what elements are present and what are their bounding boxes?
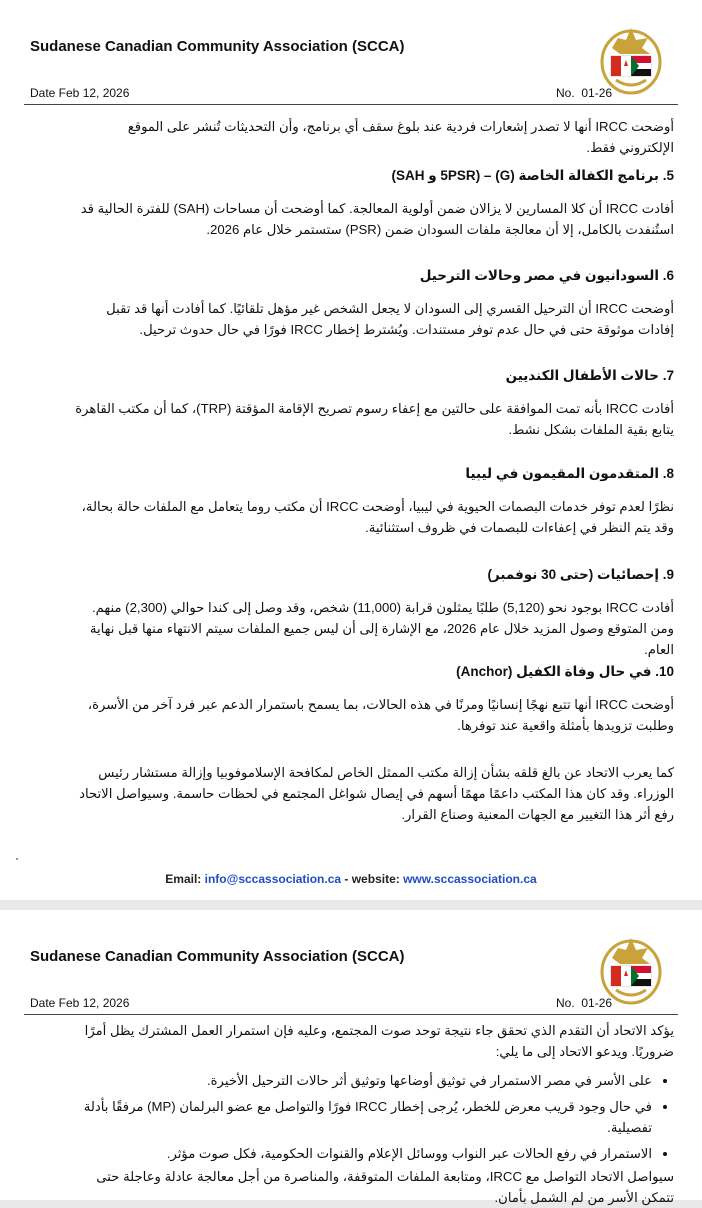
header-divider	[24, 104, 678, 105]
document-number	[556, 996, 612, 1010]
section-5-title: 5. برنامج الكفالة الخاصة (G) – (5PSR و SAH)	[391, 168, 674, 183]
page-footer	[0, 872, 702, 886]
letterhead	[24, 36, 678, 108]
section-5	[74, 165, 674, 240]
document-date: Date Feb 12, 2026	[30, 996, 130, 1010]
list-item: • على الأسر في مصر الاستمرار في توثيق أوضاعها وتوثيق أثر حالات الترحيل الأخيرة.	[74, 1070, 652, 1091]
organization-title: Sudanese Canadian Community Association (SCCA)	[30, 38, 405, 55]
document-page-2	[0, 910, 702, 1205]
page-dot	[16, 858, 18, 860]
intro-block	[74, 116, 674, 158]
document-number-value: 01-26	[581, 996, 613, 1010]
page-2-intro: يؤكد الاتحاد أن التقدم الذي تحقق جاء نتيجة توحد صوت المجتمع، وعليه فإن استمرار العمل المشترك يظل أمرًا ضروريًا. ويدعو الاتحاد إلى ما يلي:	[84, 1023, 674, 1059]
section-9-body: أفادت IRCC بوجود نحو (5,120) طلبًا يمثلون قرابة (11,000) شخص، وقد وصل إلى كندا حوالي (2,300) منهم. ومن المتوقع وصول المزيد خلال عام 2026، مع الإشارة إلى أن ليس جميع الملفات سيتم الانتهاء منها قبل نهاية العام.	[89, 600, 674, 657]
intro-paragraph: أوضحت IRCC أنها لا تصدر إشعارات فردية عند بلوغ سقف أي برنامج، وأن التحديثات تُنشر على الموقع الإلكتروني فقط.	[127, 119, 674, 155]
document-number-value: 01-26	[581, 86, 613, 100]
list-item: • الاستمرار في رفع الحالات عبر النواب ووسائل الإعلام والقنوات الحكومية، فكل صوت مؤثر.	[74, 1143, 652, 1164]
section-9	[74, 564, 674, 660]
section-10-body: أوضحت IRCC أنها تتبع نهجًا إنسانيًا ومرنًا في هذه الحالات، بما يسمح باستمرار الدعم عبر فرد آخر من الأسرة، وطلبت تزويدها بأمثلة واقعية عند توفرها.	[87, 697, 674, 733]
section-8-body: نظرًا لعدم توفر خدمات البصمات الحيوية في ليبيا، أوضحت IRCC أن مكتب روما يتعامل مع الملفات حالة بحالة، وقد يتم النظر في إعفاءات للبصمات في ظروف استثنائية.	[81, 499, 674, 535]
section-10-title: 10. في حال وفاة الكفيل (Anchor)	[456, 664, 674, 679]
page-2-intro-block	[74, 1020, 674, 1169]
section-6-title: 6. السودانيون في مصر وحالات الترحيل	[419, 268, 674, 283]
recommendations-list	[74, 1070, 674, 1164]
document-number-label: No.	[556, 996, 575, 1010]
list-item: • في حال وجود قريب معرض للخطر، يُرجى إخطار IRCC فورًا والتواصل مع عضو البرلمان (MP) مرفقًا بأدلة تفصيلية.	[74, 1096, 652, 1138]
document-date: Date Feb 12, 2026	[30, 86, 130, 100]
letterhead	[24, 946, 678, 1018]
section-6-body: أوضحت IRCC أن الترحيل القسري إلى السودان لا يجعل الشخص غير مؤهل تلقائيًا. كما أفادت أنها قد تقبل إفادات موثوقة حتى في حال عدم توفر مستندات. ويُشترط إخطار IRCC فورًا في حال حدوث ترحيل.	[106, 301, 674, 337]
section-7-body: أفادت IRCC بأنه تمت الموافقة على حالتين مع إعفاء رسوم تصريح الإقامة المؤقتة (TRP)، كما أن مكتب القاهرة يتابع بقية الملفات بشكل نشط.	[75, 401, 674, 437]
section-6	[74, 265, 674, 340]
closing-paragraph: كما يعرب الاتحاد عن بالغ قلقه بشأن إزالة مكتب الممثل الخاص لمكافحة الإسلاموفوبيا وإزالة مستشار رئيس الوزراء. وقد كان هذا المكتب داعمًا مهمًا أسهم في إيصال شواغل المجتمع في لحظات حاسمة. وسيواصل الاتحاد رفع أثر هذا التغيير مع الجهات المعنية وصناع القرار.	[79, 765, 674, 822]
footer-website-label: - website:	[341, 872, 404, 886]
page-2-closing-block	[74, 1166, 674, 1208]
page-2-closing: سيواصل الاتحاد التواصل مع IRCC، ومتابعة الملفات المتوقفة، والمناصرة من أجل معالجة عادلة وعاجلة حتى تتمكن الأسر من لم الشمل بأمان.	[96, 1169, 674, 1205]
section-9-title: 9. إحصائيات (حتى 30 نوفمبر)	[487, 567, 674, 582]
document-number	[556, 86, 612, 100]
organization-title: Sudanese Canadian Community Association (SCCA)	[30, 948, 405, 965]
section-10	[74, 661, 674, 736]
section-7-title: 7. حالات الأطفال الكنديين	[505, 368, 674, 383]
footer-email-label: Email:	[165, 872, 202, 886]
section-8	[74, 463, 674, 538]
closing-block	[74, 762, 674, 825]
header-divider	[24, 1014, 678, 1015]
section-7	[74, 365, 674, 440]
footer-website-link[interactable]: www.sccassociation.ca	[403, 872, 537, 886]
document-number-label: No.	[556, 86, 575, 100]
section-5-body: أفادت IRCC أن كلا المسارين لا يزالان ضمن أولوية المعالجة. كما أوضحت أن مساحات (SAH) للفترة الحالية قد استُنفدت بالكامل، إلا أن معالجة ملفات السودان ضمن (PSR) ستستمر خلال عام 2026.	[80, 201, 674, 237]
footer-email-link[interactable]: info@sccassociation.ca	[204, 872, 342, 886]
section-8-title: 8. المتقدمون المقيمون في ليبيا	[465, 466, 674, 481]
